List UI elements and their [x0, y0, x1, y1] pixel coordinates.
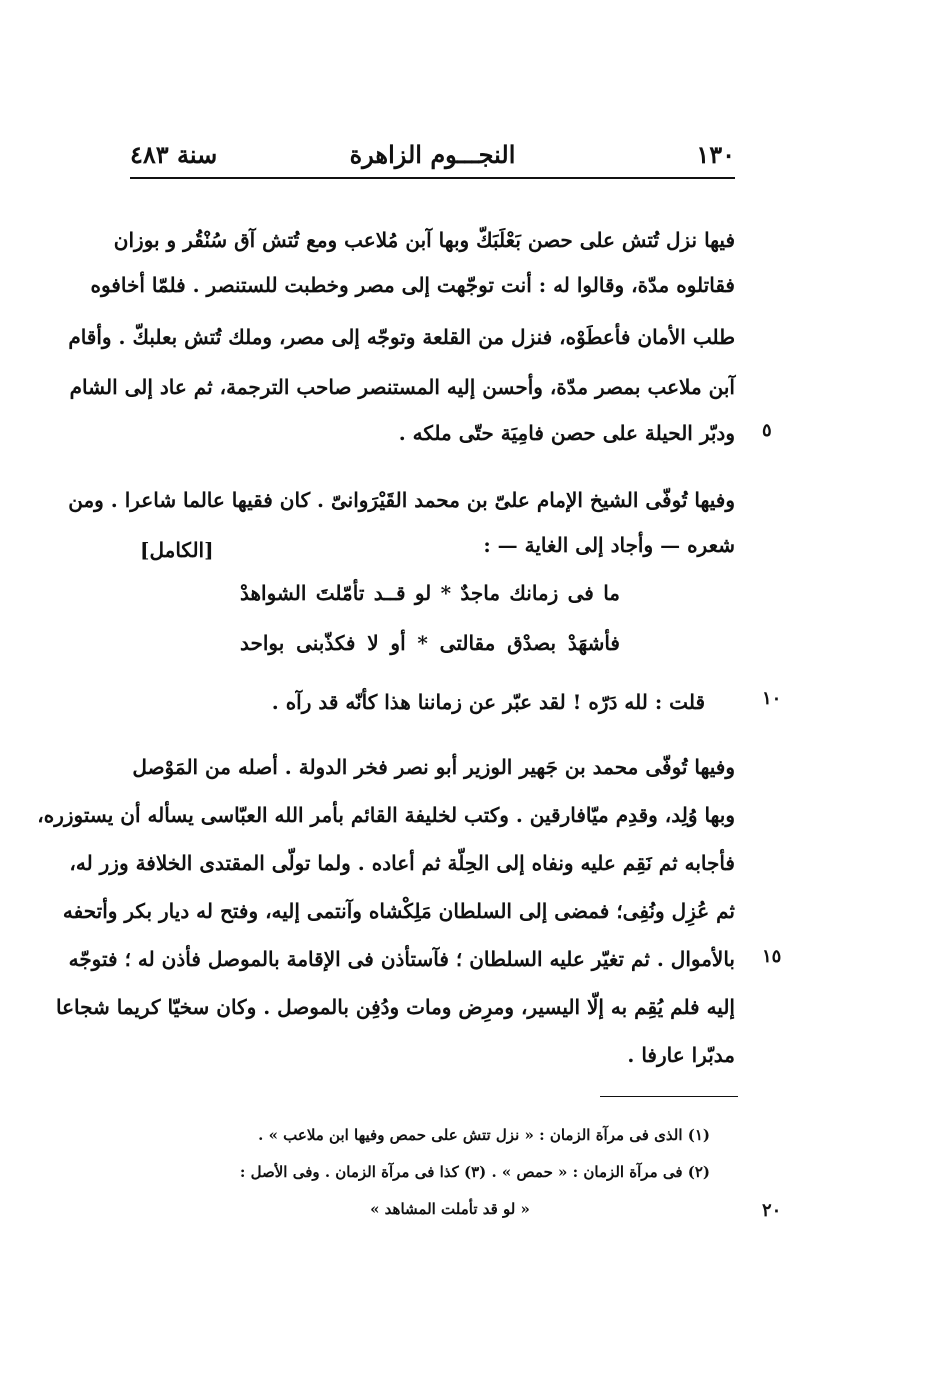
text-line: فأجابه ثم نَقِم عليه ونفاه إلى الحِلّة ثم أعاده . ولما تولّى المقتدى الخلافة وزر له، [69, 851, 735, 875]
text-line: ودبّر الحيلة على حصن فامِيَة حتّى ملكه . [398, 421, 735, 445]
page-number: ١٣٠ [696, 140, 735, 169]
text-line: شعره — وأجاد إلى الغاية — : [483, 533, 735, 557]
footnote: (١) الذى فى مرآة الزمان : « نزل تتش على حمص وفيها ابن ملاعب » . [258, 1126, 710, 1144]
verse-line: فأشهَدْ بصدْق مقالتى * أو لا فكذّبنى بواحد [240, 631, 620, 655]
book-title: النجـــوم الزاهرة [349, 140, 516, 169]
line-number: ٢٠ [762, 1200, 782, 1221]
text-line: إليه فلم يُقِم به إلّا اليسير، ومرِض ومات ودُفِن بالموصل . وكان سخيّا كريما شجاعا [56, 995, 735, 1019]
text-line: وفيها تُوفّى الشيخ الإمام علىّ بن محمد القَيْرَوانىّ . كان فقيها عالما شاعرا . ومن [68, 488, 735, 512]
meter-label: [الكامل] [140, 538, 214, 562]
line-number: ٥ [762, 420, 772, 441]
comment-line: قلت : لله دَرّه ! لقد عبّر عن زماننا هذا كأنّه قد رآه . [271, 690, 705, 714]
header-rule [130, 177, 735, 179]
text-line: وفيها تُوفّى محمد بن جَهير الوزير أبو نصر فخر الدولة . أصله من المَوْصل [132, 755, 735, 779]
text-line: فيها نزل تُتش على حصن بَعْلَبَكّ وبها آبن مُلاعب ومع تُتش آق سُنْقُر و بوزان [113, 228, 735, 252]
text-line: آبن ملاعب بمصر مدّة، وأحسن إليه المستنصر صاحب الترجمة، ثم عاد إلى الشام [69, 375, 735, 399]
verse-line: ما فى زمانك ماجدٌ * لو قــد تأمّلتَ الشواهدْ [240, 581, 620, 605]
text-line: مدبّرا عارفا . [627, 1043, 735, 1067]
text-line: ثم عُزِل ونُفِى؛ فمضى إلى السلطان مَلِكْشاه وآنتمى إليه، وفتح له ديار بكر وأتحفه [62, 899, 735, 923]
year-label: سنة ٤٨٣ [130, 140, 218, 169]
text-line: بالأموال . ثم تغيّر عليه السلطان ؛ فآستأذن فى الإقامة بالموصل فأذن له ؛ فتوجّه [68, 947, 735, 971]
running-header [130, 140, 735, 180]
text-line: وبها وُلِد، وقدِم ميّافارقين . وكتب لخليفة القائم بأمر الله العبّاسى يسأله أن يستوزره، [37, 803, 735, 827]
text-line: فقاتلوه مدّة، وقالوا له : أنت توجّهت إلى مصر وخطبت للستنصر . فلمّا أخافوه [90, 273, 735, 297]
line-number: ١٥ [762, 946, 782, 967]
footnote-rule [600, 1096, 738, 1097]
line-number: ١٠ [762, 688, 782, 709]
footnote: « لو قد تأملت المشاهد » [370, 1200, 530, 1218]
text-line: طلب الأمان فأعطَوْه، فنزل من القلعة وتوجّه إلى مصر، وملك تُتش بعلبكّ . وأقام [68, 325, 735, 349]
footnote: (٢) فى مرآة الزمان : « حمص » . (٣) كذا فى مرآة الزمان . وفى الأصل : [239, 1163, 710, 1181]
